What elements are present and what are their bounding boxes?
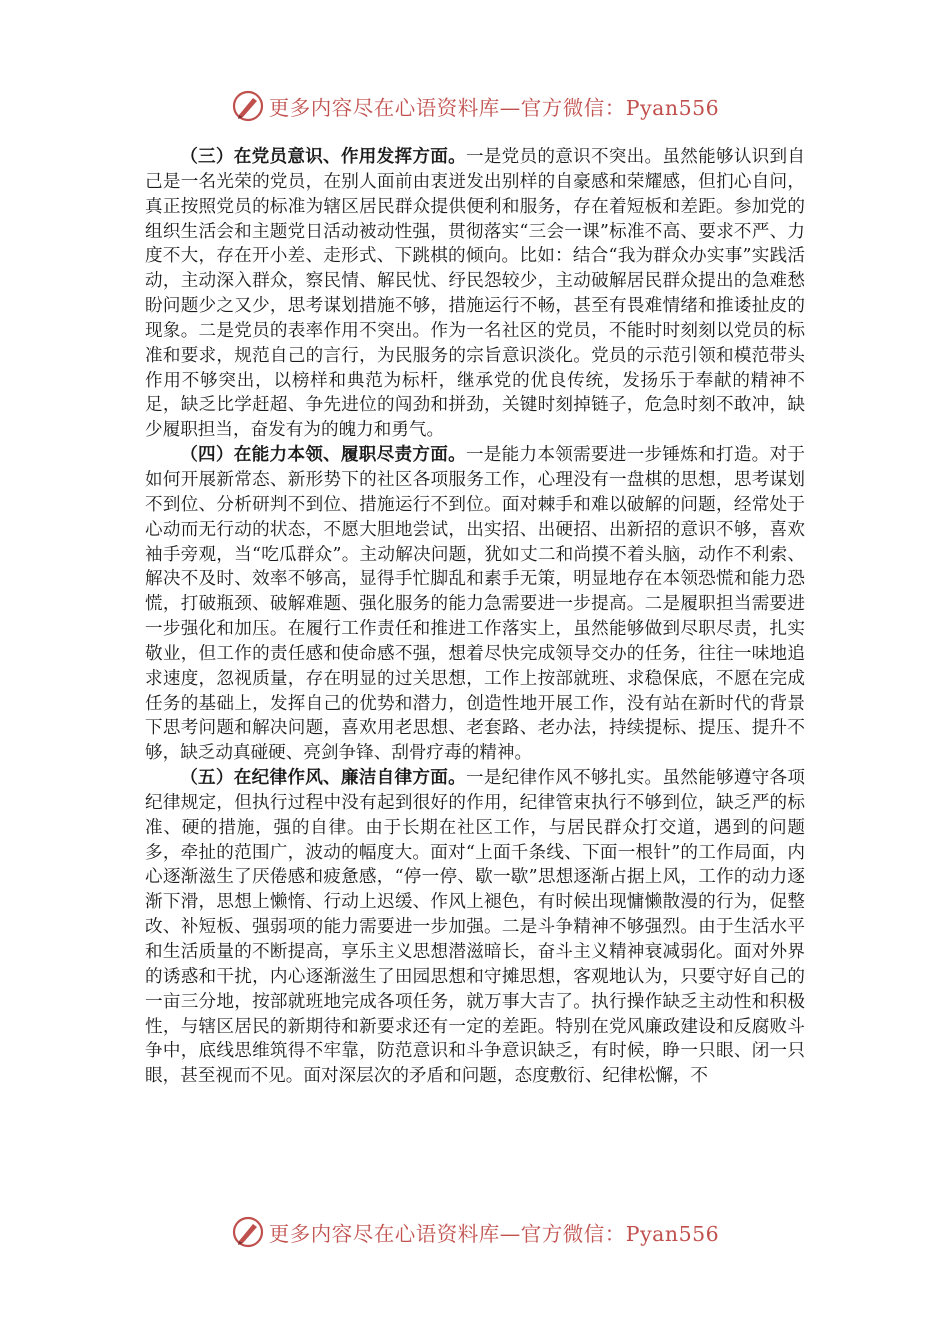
pen-logo-icon	[231, 1215, 265, 1249]
paragraph-section-5	[145, 766, 805, 1089]
footer-banner	[0, 1212, 950, 1252]
header-banner	[0, 86, 950, 126]
section-heading: （四）在能力本领、履职尽责方面。	[180, 444, 466, 466]
header-banner-text: 更多内容尽在心语资料库—官方微信：Pyan556	[268, 96, 720, 120]
paragraph-section-3	[145, 145, 805, 443]
footer-banner-text: 更多内容尽在心语资料库—官方微信：Pyan556	[268, 1222, 720, 1246]
section-heading: （五）在纪律作风、廉洁自律方面。	[180, 767, 466, 789]
pen-logo-icon	[231, 89, 265, 123]
section-heading: （三）在党员意识、作用发挥方面。	[180, 146, 466, 167]
section-body: 一是能力本领需要进一步锤炼和打造。对于如何开展新常态、新形势下的社区各项服务工作，心理没有一盘棋的思想，思考谋划不到位、分析研判不到位、措施运行不到位。面对棘手和难以破解的问题，经常处于心动而无行动的状态，不愿大胆地尝试，出实招、出硬招、出新招的意识不够，喜欢袖手旁观，当“吃瓜群众”。主动解决问题，犹如丈二和尚摸不着头脑，动作不利索、解决不及时、效率不够高，显得手忙脚乱和素手无策，明显地存在本领恐慌和能力恐慌，打破瓶颈、破解难题、强化服务的能力急需要进一步提高。二是履职担当需要进一步强化和加压。在履行工作责任和推进工作落实上，虽然能够做到尽职尽责，扎实敬业，但工作的责任感和使命感不强，想着尽快完成领导交办的任务，往往一味地追求速度，忽视质量，存在明显的过关思想，工作上按部就班、求稳保底，不愿在完成任务的基础上，发挥自己的优势和潜力，创造性地开展工作，没有站在新时代的背景下思考问题和解决问题，喜欢用老思想、老套路、老办法，持续提标、提压、提升不够，缺乏动真碰硬、亮剑争锋、刮骨疗毒的精神。	[145, 445, 805, 764]
paragraph-section-4	[145, 443, 805, 766]
section-body: 一是党员的意识不突出。虽然能够认识到自己是一名光荣的党员，在别人面前由衷迸发出别样的自豪感和荣耀感，但扪心自问，真正按照党员的标准为辖区居民群众提供便利和服务，存在着短板和差距。参加党的组织生活会和主题党日活动被动性强，贯彻落实“三会一课”标准不高、要求不严、力度不大，存在开小差、走形式、下跳棋的倾向。比如：结合“我为群众办实事”实践活动，主动深入群众，察民情、解民忧、纾民怨较少，主动破解居民群众提出的急难愁盼问题少之又少，思考谋划措施不够，措施运行不畅，甚至有畏难情绪和推诿扯皮的现象。二是党员的表率作用不突出。作为一名社区的党员，不能时时刻刻以党员的标准和要求，规范自己的言行，为民服务的宗旨意识淡化。党员的示范引领和模范带头作用不够突出，以榜样和典范为标杆，继承党的优良传统，发扬乐于奉献的精神不足，缺乏比学赶超、争先进位的闯劲和拼劲，关键时刻掉链子，危急时刻不敢冲，缺少履职担当，奋发有为的魄力和勇气。	[145, 147, 805, 441]
section-body: 一是纪律作风不够扎实。虽然能够遵守各项纪律规定，但执行过程中没有起到很好的作用，纪律管束执行不够到位，缺乏严的标准、硬的措施，强的自律。由于长期在社区工作，与居民群众打交道，遇到的问题多，牵扯的范围广，波动的幅度大。面对“上面千条线、下面一根针”的工作局面，内心逐渐滋生了厌倦感和疲惫感，“停一停、歇一歇”思想逐渐占据上风，工作的动力逐渐下滑，思想上懒惰、行动上迟缓、作风上褪色，有时候出现慵懒散漫的行为，促整改、补短板、强弱项的能力需要进一步加强。二是斗争精神不够强烈。由于生活水平和生活质量的不断提高，享乐主义思想潜滋暗长，奋斗主义精神衰减弱化。面对外界的诱惑和干扰，内心逐渐滋生了田园思想和守摊思想，客观地认为，只要守好自己的一亩三分地，按部就班地完成各项任务，就万事大吉了。执行操作缺乏主动性和积极性，与辖区居民的新期待和新要求还有一定的差距。特别在党风廉政建设和反腐败斗争中，底线思维筑得不牢靠，防范意识和斗争意识缺乏，有时候，睁一只眼、闭一只眼，甚至视而不见。面对深层次的矛盾和问题，态度敷衍、纪律松懈，不	[145, 768, 805, 1087]
document-body	[145, 145, 805, 1089]
